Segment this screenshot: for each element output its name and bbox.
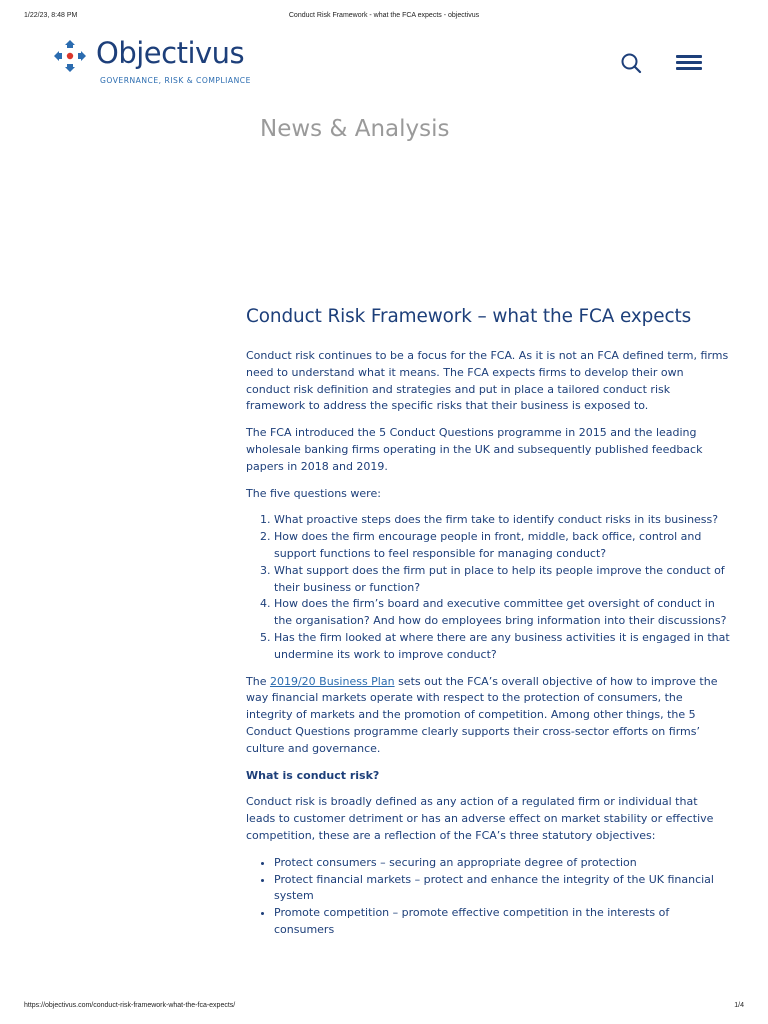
print-footer [24,1002,744,1012]
list-item: 2. How does the firm encourage people in front, middle, back office, control and support functions to feel responsible for managing conduct? [274,529,730,563]
print-page-count: 1/4 [734,1002,744,1009]
section-title: News & Analysis [260,116,450,142]
article-paragraph: The five questions were: [246,486,381,500]
subheading: What is conduct risk? [246,768,380,782]
list-item: • Protect financial markets – protect and enhance the integrity of the UK financial system [274,872,730,906]
list-item: 1. What proactive steps does the firm take to identify conduct risks in its business? [274,512,730,529]
list-item: 5. Has the firm looked at where there are any business activities it is engaged in that undermine its work to improve conduct? [274,630,730,664]
list-item: 3. What support does the firm put in place to help its people improve the conduct of their business or function? [274,563,730,597]
print-header [24,12,744,22]
list-item: • Promote competition – promote effective competition in the interests of consumers [274,905,730,939]
article-title: Conduct Risk Framework – what the FCA expects [246,306,692,327]
article-paragraph: Conduct risk is broadly defined as any action of a regulated firm or individual that leads to customer detriment or has an adverse effect on market stability or effective competition, these are a reflection of the FCA’s three statutory objectives: [246,795,714,842]
logo-tagline: GOVERNANCE, RISK & COMPLIANCE [100,76,251,85]
print-url: https://objectivus.com/conduct-risk-framework-what-the-fca-expects/ [24,1002,236,1009]
list-item: • Protect consumers – securing an appropriate degree of protection [274,855,730,872]
article-paragraph: The FCA introduced the 5 Conduct Questions programme in 2015 and the leading wholesale banking firms operating in the UK and subsequently published feedback papers in 2018 and 2019. [246,426,703,473]
paragraph-text: The [246,674,270,688]
business-plan-link[interactable]: 2019/20 Business Plan [269,674,395,688]
article [246,306,730,949]
logo-wordmark: Objectivus [96,36,245,70]
hamburger-menu-icon[interactable] [676,54,704,72]
brand-logo[interactable] [52,38,272,90]
article-paragraph: Conduct risk continues to be a focus for the FCA. As it is not an FCA defined term, firms need to understand what it means. The FCA expects firms to develop their own conduct risk definition and strategies and put in place a tailored conduct risk framework to address the specific risks that their business is exposed to. [246,349,729,413]
paragraph-text: sets out the FCA’s overall objective of how to improve the way financial markets operate with respect to the protection of consumers, the integrity of markets and the promotion of competition. Among other things, the 5 Conduct Questions programme clearly supports their cross-sector efforts on firms’ culture and governance. [246,674,718,755]
print-datetime: 1/22/23, 8:48 PM [24,12,78,19]
objectives-list [246,855,730,939]
article-paragraph [246,674,730,758]
five-questions-list [246,512,730,663]
search-icon[interactable] [620,52,642,74]
print-page-title: Conduct Risk Framework - what the FCA expects - objectivus [288,12,480,19]
logo-mark-icon [52,38,88,74]
list-item: 4. How does the firm’s board and executive committee get oversight of conduct in the organisation? And how do employees bring information into their discussions? [274,596,730,630]
